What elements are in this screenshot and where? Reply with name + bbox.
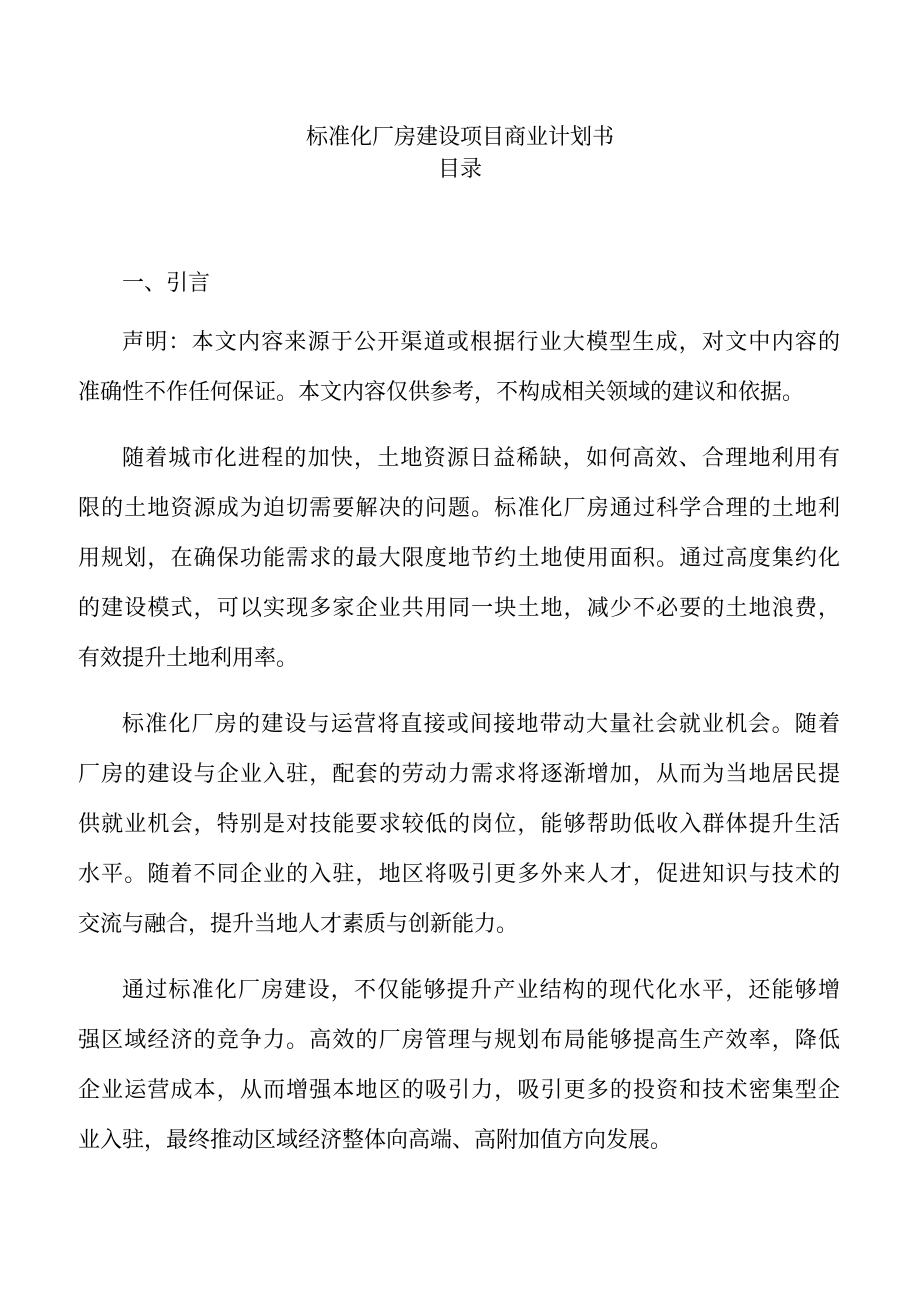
text-line: 有效提升土地利用率。 xyxy=(78,646,299,671)
paragraph-regional-economy xyxy=(78,966,840,1166)
text-line: 企业运营成本，从而增强本地区的吸引力，吸引更多的投资和技术密集型企 xyxy=(78,1078,840,1103)
section-heading: 一、引言 xyxy=(122,271,211,296)
text-line: 准确性不作任何保证。本文内容仅供参考，不构成相关领域的建议和依据。 xyxy=(78,380,805,405)
paragraph-land-use xyxy=(78,434,840,684)
text-line: 水平。随着不同企业的入驻，地区将吸引更多外来人才，促进知识与技术的 xyxy=(78,862,840,887)
document-subtitle: 目录 xyxy=(437,157,482,182)
paragraph-disclaimer xyxy=(78,318,840,418)
text-line: 随着城市化进程的加快，土地资源日益稀缺，如何高效、合理地利用有 xyxy=(122,446,840,471)
document-title: 标准化厂房建设项目商业计划书 xyxy=(305,125,614,150)
text-line: 厂房的建设与企业入驻，配套的劳动力需求将逐渐增加，从而为当地居民提 xyxy=(78,762,840,787)
text-line: 交流与融合，提升当地人才素质与创新能力。 xyxy=(78,912,519,937)
document-body xyxy=(78,266,840,1182)
text-line: 声明：本文内容来源于公开渠道或根据行业大模型生成，对文中内容的 xyxy=(122,330,840,355)
text-line: 限的土地资源成为迫切需要解决的问题。标准化厂房通过科学合理的土地利 xyxy=(78,496,840,521)
text-line: 通过标准化厂房建设，不仅能够提升产业结构的现代化水平，还能够增 xyxy=(122,978,840,1003)
text-line: 业入驻，最终推动区域经济整体向高端、高附加值方向发展。 xyxy=(78,1128,673,1153)
text-line: 强区域经济的竞争力。高效的厂房管理与规划布局能够提高生产效率，降低 xyxy=(78,1028,840,1053)
text-line: 标准化厂房的建设与运营将直接或间接地带动大量社会就业机会。随着 xyxy=(122,712,840,737)
text-line: 的建设模式，可以实现多家企业共用同一块土地，减少不必要的土地浪费， xyxy=(78,596,840,621)
title-block xyxy=(0,122,920,186)
paragraph-employment xyxy=(78,700,840,950)
text-line: 用规划，在确保功能需求的最大限度地节约土地使用面积。通过高度集约化 xyxy=(78,546,840,571)
text-line: 供就业机会，特别是对技能要求较低的岗位，能够帮助低收入群体提升生活 xyxy=(78,812,840,837)
